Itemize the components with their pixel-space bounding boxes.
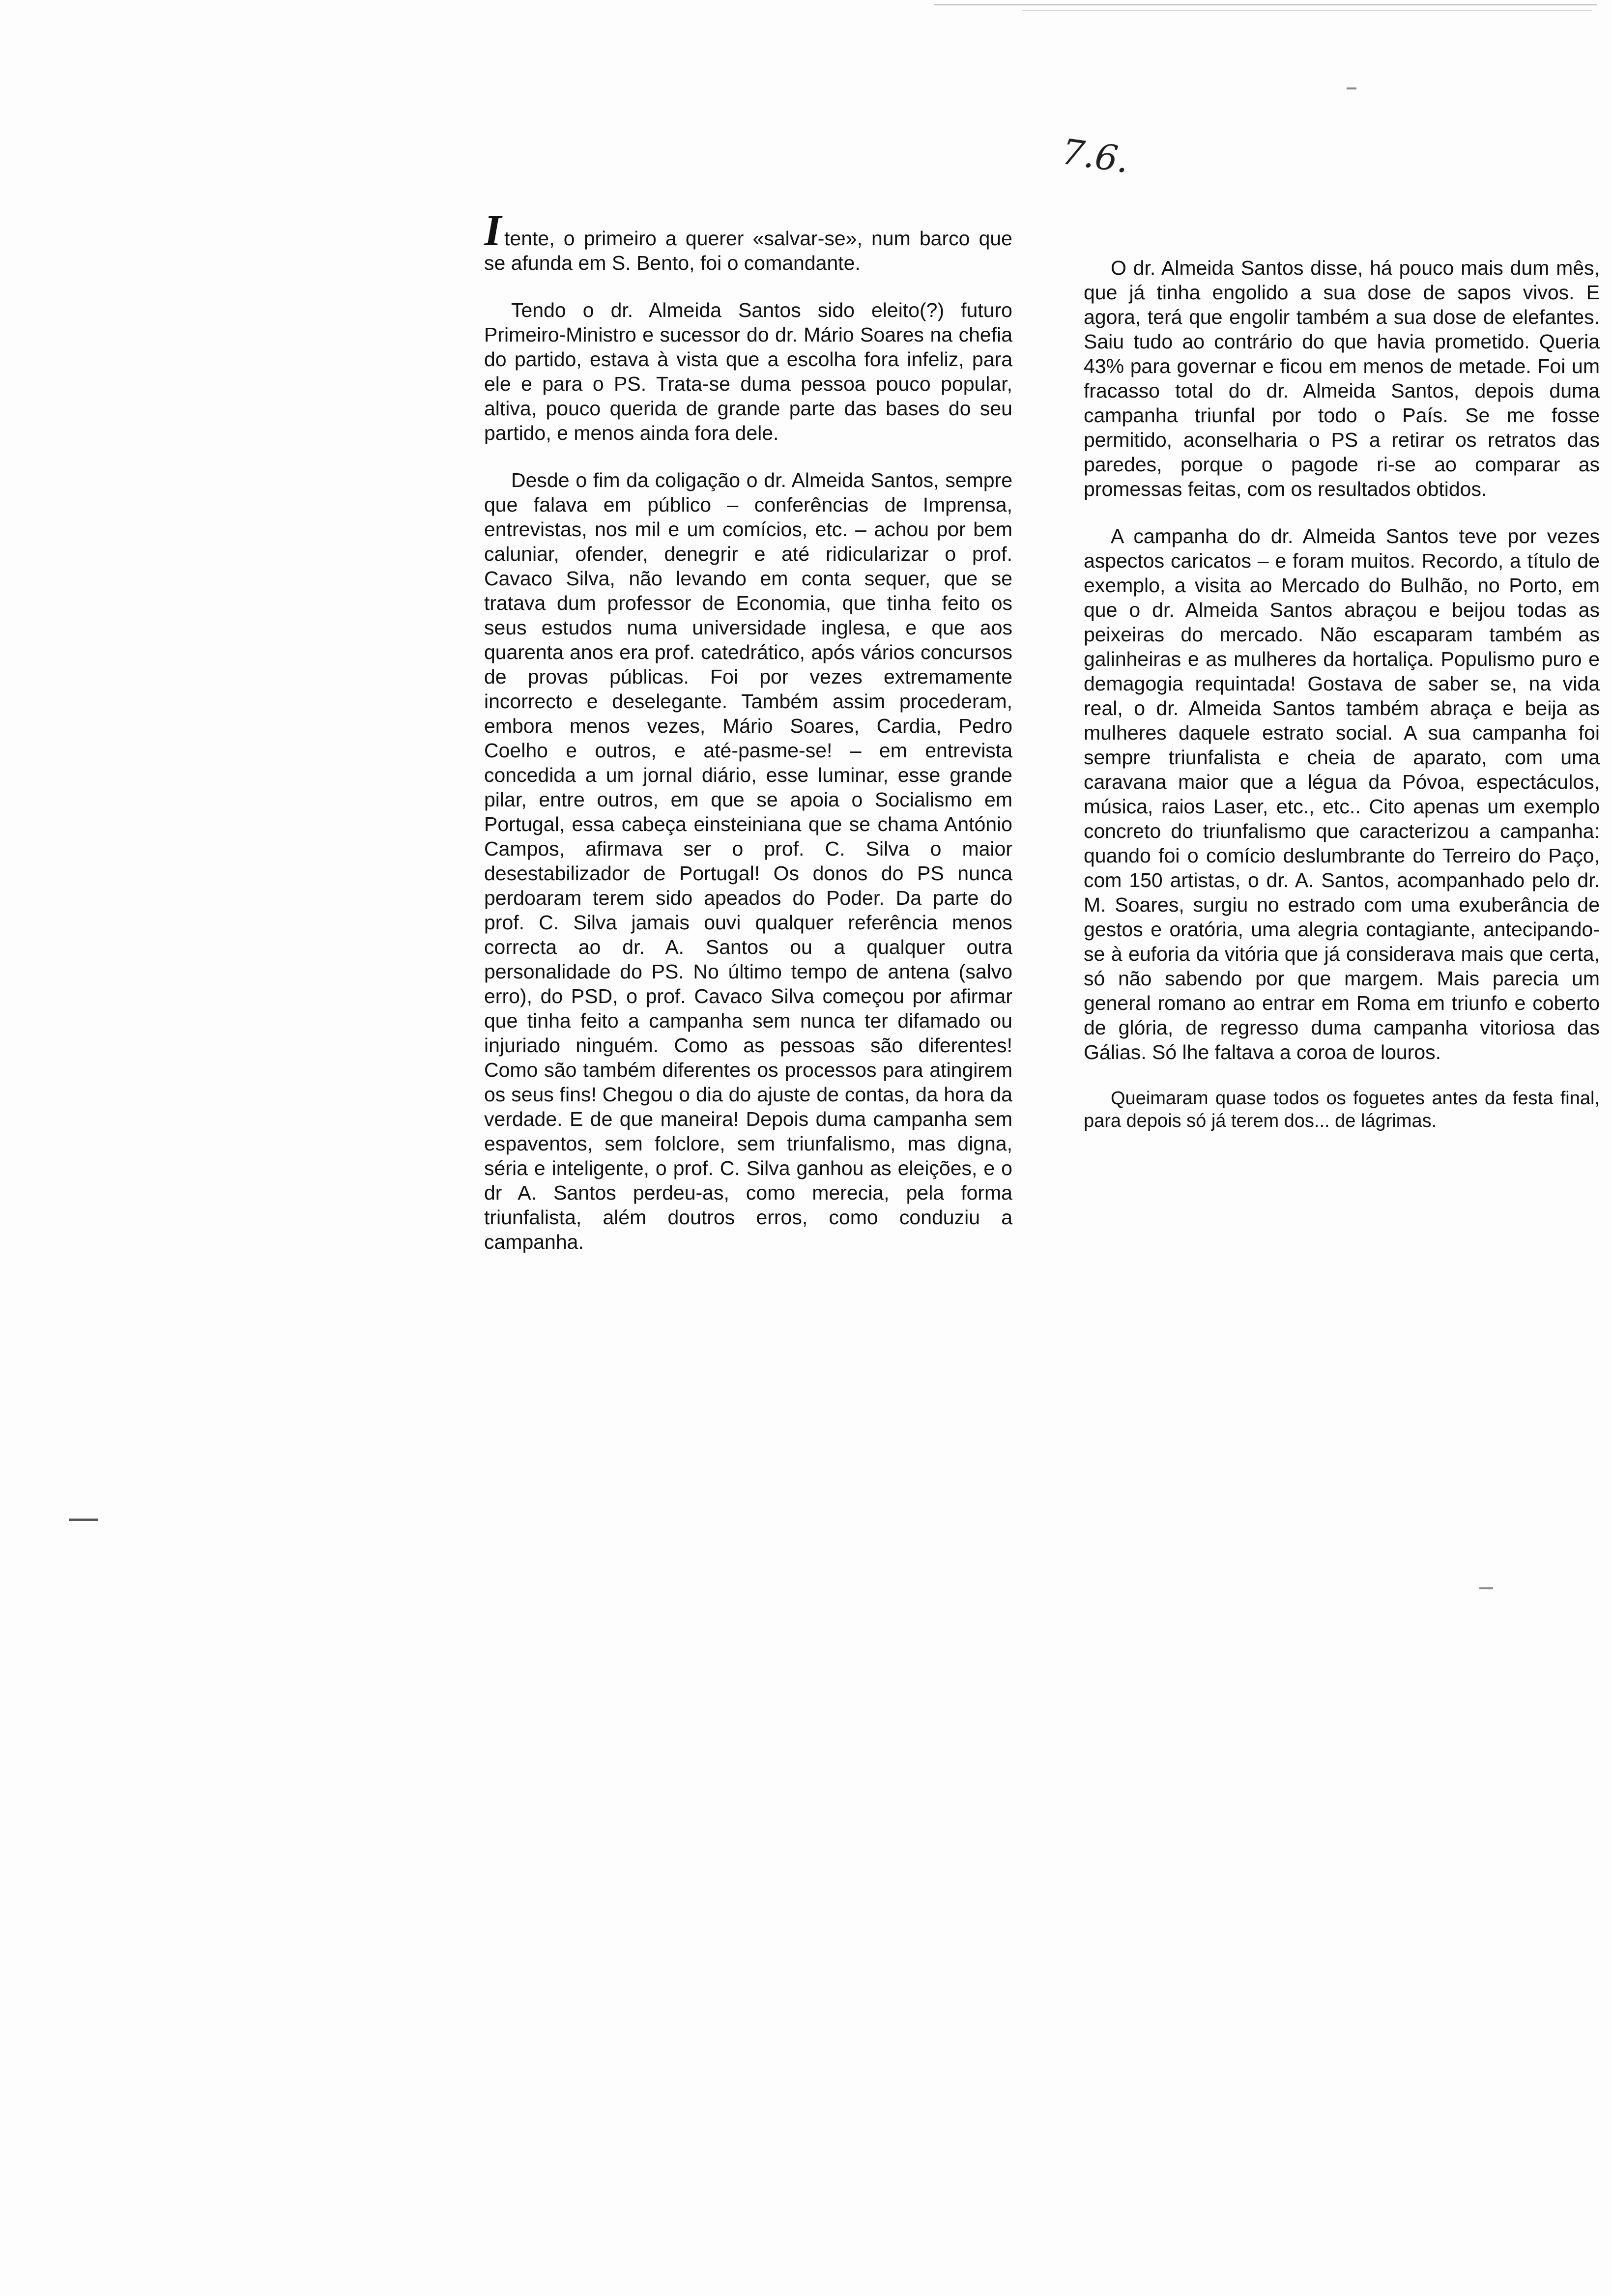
scan-artifact-mark [69,1519,98,1521]
article-column-left [484,206,1012,1277]
article-paragraph: Desde o fim da coligação o dr. Almeida Santos, sempre que falava em público – conferências de Imprensa, entrevistas, nos mil e um comícios, etc. – achou por bem caluniar, ofender, denegrir e até ridicularizar o prof. Cavaco Silva, não levando em conta sequer, que se tratava dum professor de Economia, que tinha feito os seus estudos numa universidade inglesa, e que aos quarenta anos era prof. catedrático, após vários concursos de provas públicas. Foi por vezes extremamente incorrecto e deselegante. Também assim procederam, embora menos vezes, Mário Soares, Cardia, Pedro Coelho e outros, e até-pasme-se! – em entrevista concedida a um jornal diário, esse luminar, esse grande pilar, entre outros, em que se apoia o Socialismo em Portugal, essa cabeça einsteiniana que se chama António Campos, afirmava ser o prof. C. Silva o maior desestabilizador de Portugal! Os donos do PS nunca perdoaram terem sido apeados do Poder. Da parte do prof. C. Silva jamais ouvi qualquer referência menos correcta ao dr. A. Santos ou a qualquer outra personalidade do PS. No último tempo de antena (salvo erro), do PSD, o prof. Cavaco Silva começou por afirmar que tinha feito a campanha sem nunca ter difamado ou injuriado ninguém. Como as pessoas são diferentes! Como são também diferentes os processos para atingirem os seus fins! Chegou o dia do ajuste de contas, da hora da verdade. E de que maneira! Depois duma campanha sem espaventos, sem folclore, sem triunfalismo, mas digna, séria e inteligente, o prof. C. Silva ganhou as eleições, e o dr A. Santos perdeu-as, como merecia, pela forma triunfalista, além doutros erros, como conduziu a campanha. [484,469,1012,1253]
article-paragraph: A campanha do dr. Almeida Santos teve por vezes aspectos caricatos – e foram muitos. Recordo, a título de exemplo, a visita ao Mercado do Bulhão, no Porto, em que o dr. Almeida Santos abraçou e beijou todas as peixeiras do mercado. Não escaparam também as galinheiras e as mulheres da hortaliça. Populismo puro e demagogia requintada! Gostava de saber se, na vida real, o dr. Almeida Santos também abraça e beija as mulheres daquele estrato social. A sua campanha foi sempre triunfalista e cheia de aparato, com uma caravana maior que a légua da Póvoa, espectáculos, música, raios Laser, etc., etc.. Cito apenas um exemplo concreto do triunfalismo que caracterizou a campanha: quando foi o comício deslumbrante do Terreiro do Paço, com 150 artistas, o dr. A. Santos, acompanhado pelo dr. M. Soares, surgiu no estrado com uma exuberância de gestos e oratória, uma alegria contagiante, antecipando-se à euforia da vitória que já considerava mais que certa, só não sabendo por que margem. Mais parecia um general romano ao entrar em Roma em triunfo e coberto de glória, de regresso duma campanha vitoriosa das Gálias. Só lhe faltava a coroa de louros. [1084,525,1600,1063]
scan-artifact-mark [1347,87,1356,89]
scan-artifact-mark [1479,1587,1493,1589]
article-paragraph: O dr. Almeida Santos disse, há pouco mais dum mês, que já tinha engolido a sua dose de sapos vivos. E agora, terá que engolir também a sua dose de elefantes. Saiu tudo ao contrário do que havia prometido. Queria 43% para governar e ficou em menos de metade. Foi um fracasso total do dr. Almeida Santos, depois duma campanha triunfal por todo o País. Se me fosse permitido, aconselharia o PS a retirar os retratos das paredes, porque o pagode ri-se ao comparar as promessas feitas, com os resultados obtidos. [1084,257,1600,500]
paragraph-text: tente, o primeiro a querer «salvar-se», num barco que se afunda em S. Bento, foi o comandante. [484,227,1012,274]
drop-cap: I [484,206,502,255]
scan-artifact-line [934,4,1597,5]
scan-artifact-line [1022,10,1592,11]
article-column-right [1084,256,1600,1155]
article-paragraph [484,206,1012,275]
article-paragraph: Queimaram quase todos os foguetes antes da festa final, para depois só já terem dos... de lágrimas. [1084,1088,1600,1131]
handwritten-annotation: 7.6. [1059,130,1132,181]
article-paragraph: Tendo o dr. Almeida Santos sido eleito(?) futuro Primeiro-Ministro e sucessor do dr. Mário Soares na chefia do partido, estava à vista que a escolha fora infeliz, para ele e para o PS. Trata-se duma pessoa pouco popular, altiva, pouco querida de grande parte das bases do seu partido, e menos ainda fora dele. [484,299,1012,444]
